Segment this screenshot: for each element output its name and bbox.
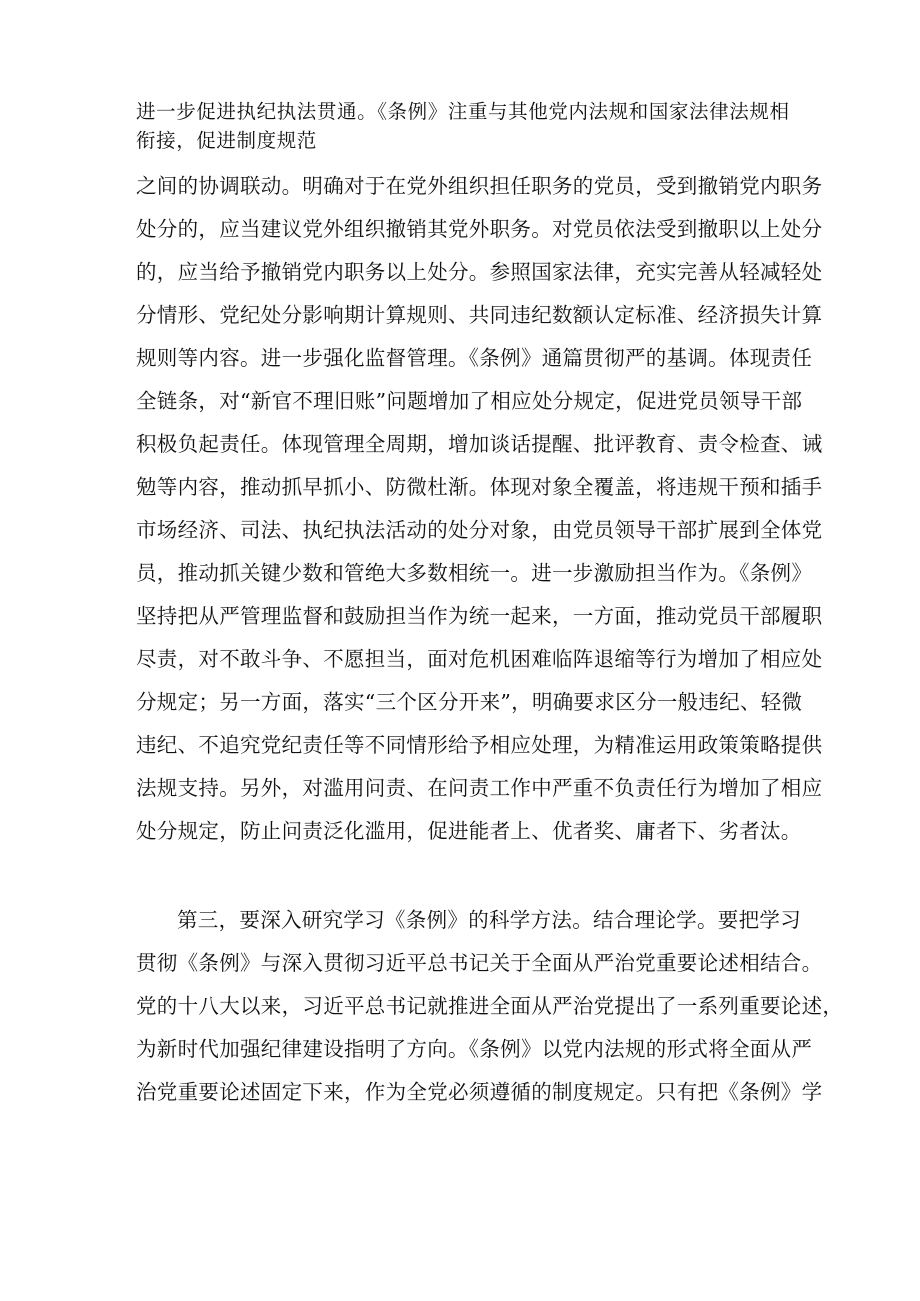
text-line: 进一步促进执纪执法贯通。《条例》注重与其他党内法规和国家法律法规相 [136,100,790,123]
text-line: 积极负起责任。体现管理全周期，增加谈话提醒、批评教育、责令检查、诫 [136,432,823,456]
text-line: 全链条，对“新官不理旧账”问题增加了相应处分规定，促进党员领导干部 [136,389,803,413]
text-line: 之间的协调联动。明确对于在党外组织担任职务的党员，受到撤销党内职务 [136,174,823,198]
text-line: 违纪、不追究党纪责任等不同情形给予相应处理，为精准运用政策策略提供 [136,733,823,757]
text-line: 贯彻《条例》与深入贯彻习近平总书记关于全面从严治党重要论述相结合。 [136,951,823,975]
text-line: 为新时代加强纪律建设指明了方向。《条例》以党内法规的形式将全面从严 [136,1037,813,1061]
text-line: 尽责，对不敢斗争、不愿担当，面对危机困难临阵退缩等行为增加了相应处 [136,647,823,671]
text-line: 分规定；另一方面，落实“三个区分开来”，明确要求区分一般违纪、轻微 [136,690,803,714]
text-line: 党的十八大以来，习近平总书记就推进全面从严治党提出了一系列重要论述， [136,994,844,1018]
text-line: 勉等内容，推动抓早抓小、防微杜渐。体现对象全覆盖，将违规干预和插手 [136,475,823,499]
text-line: 处分的，应当建议党外组织撤销其党外职务。对党员依法受到撤职以上处分 [136,217,823,241]
text-line: 的，应当给予撤销党内职务以上处分。参照国家法律，充实完善从轻减轻处 [136,260,823,284]
text-line: 市场经济、司法、执纪执法活动的处分对象，由党员领导干部扩展到全体党 [136,518,823,542]
text-line: 分情形、党纪处分影响期计算规则、共同违纪数额认定标准、经济损失计算 [136,303,823,327]
text-line: 衔接，促进制度规范 [136,129,317,152]
text-line: 坚持把从严管理监督和鼓励担当作为统一起来，一方面，推动党员干部履职 [136,604,823,628]
text-line: 治党重要论述固定下来，作为全党必须遵循的制度规定。只有把《条例》学 [136,1080,823,1104]
paragraph-first-line: 第三，要深入研究学习《条例》的科学方法。结合理论学。要把学习 [177,908,801,932]
text-line: 员，推动抓关键少数和管绝大多数相统一。进一步激励担当作为。《条例》 [136,561,813,585]
text-line: 法规支持。另外，对滥用问责、在问责工作中严重不负责任行为增加了相应 [136,776,823,800]
text-line: 规则等内容。进一步强化监督管理。《条例》通篇贯彻严的基调。体现责任 [136,346,813,370]
text-line: 处分规定，防止问责泛化滥用，促进能者上、优者奖、庸者下、劣者汰。 [136,819,802,843]
